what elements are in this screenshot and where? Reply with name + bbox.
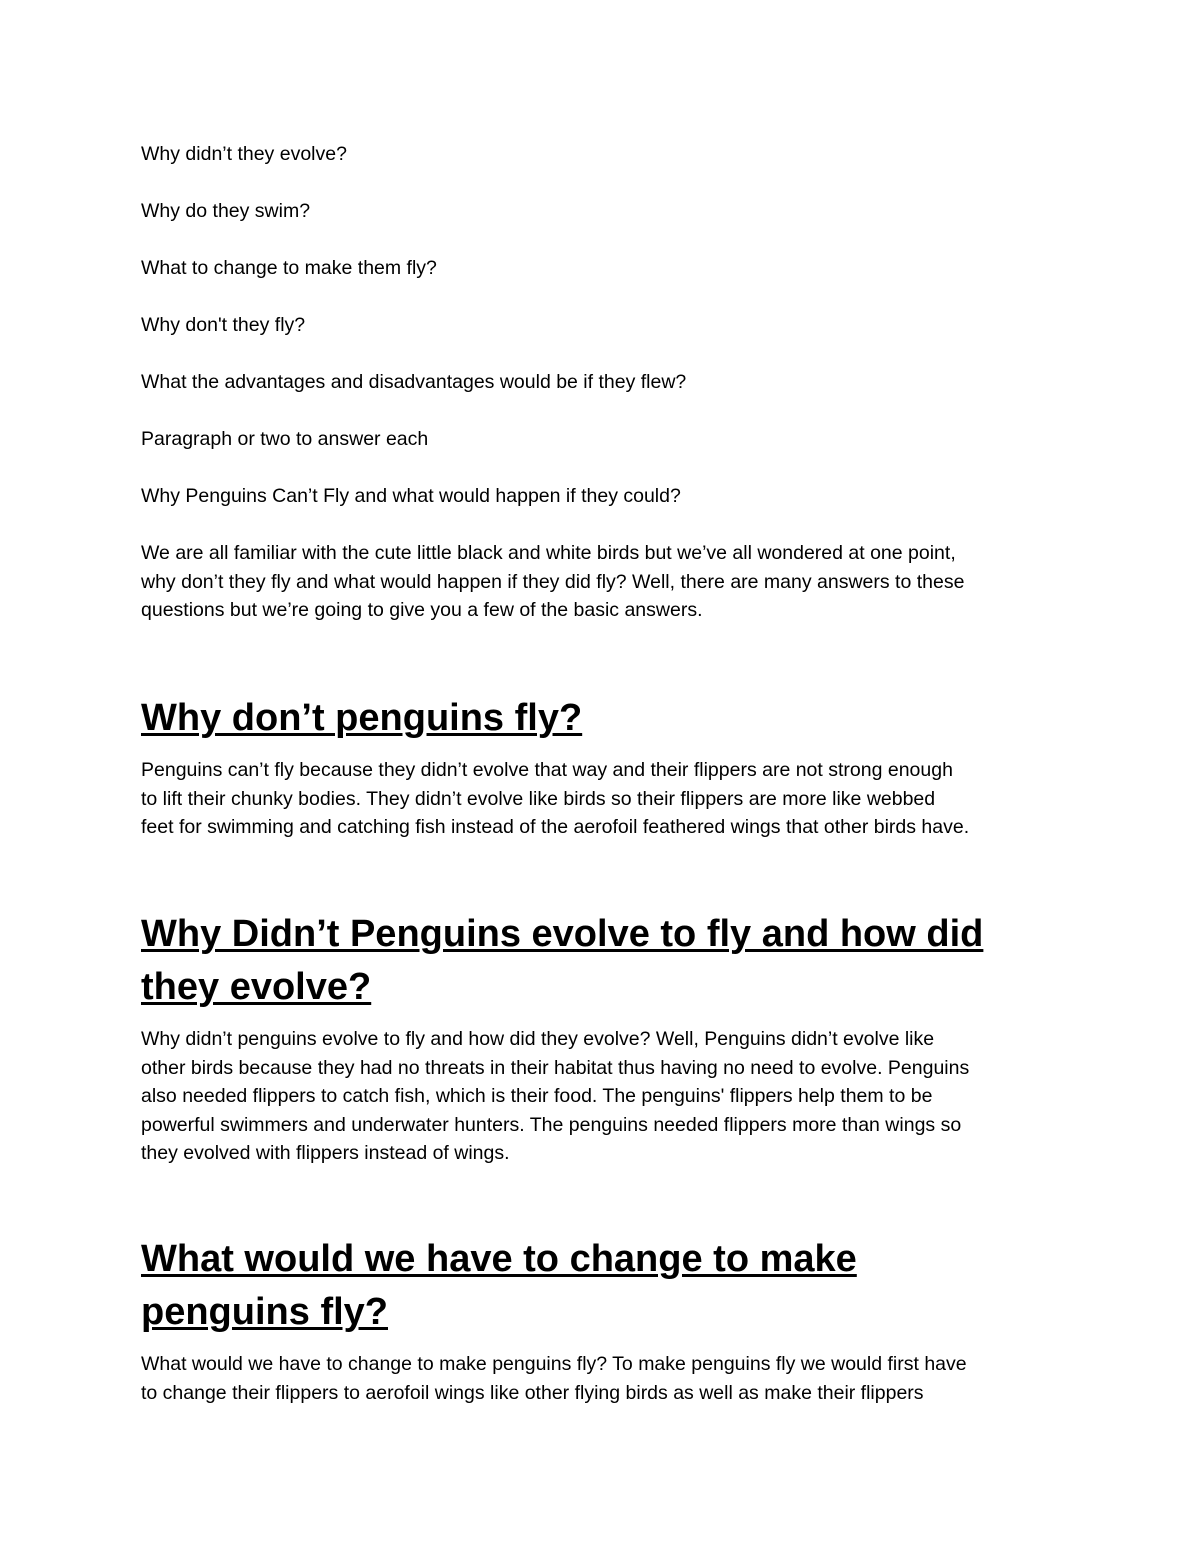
paragraph-line: also needed flippers to catch fish, which is their food. The penguins' flippers help them to be	[141, 1085, 933, 1107]
note-line: What the advantages and disadvantages would be if they flew?	[141, 371, 687, 393]
paragraph-line: questions but we’re going to give you a few of the basic answers.	[141, 599, 703, 621]
paragraph-line: why don’t they fly and what would happen if they did fly? Well, there are many answers to these	[141, 570, 965, 593]
paragraph-line: Penguins can’t fly because they didn’t evolve that way and their flippers are not strong enough	[141, 759, 953, 781]
paragraph-line: to change their flippers to aerofoil wings like other flying birds as well as make their flippers	[141, 1381, 924, 1404]
section-body-what-to-change	[141, 1350, 1066, 1407]
heading-line: What would we have to change to make	[141, 1238, 857, 1280]
paragraph-line: We are all familiar with the cute little black and white birds but we’ve all wondered at one point,	[141, 542, 956, 564]
intro-paragraph	[141, 539, 1066, 625]
heading-line: Why don’t penguins fly?	[141, 697, 583, 739]
note-line: What to change to make them fly?	[141, 257, 437, 279]
note-line: Why do they swim?	[141, 200, 311, 222]
paragraph-line: they evolved with flippers instead of wings.	[141, 1142, 510, 1164]
heading-line: penguins fly?	[141, 1291, 388, 1333]
paragraph-line: What would we have to change to make penguins fly? To make penguins fly we would first have	[141, 1353, 967, 1375]
paragraph-line: other birds because they had no threats in their habitat thus having no need to evolve. Penguins	[141, 1056, 970, 1079]
heading-line: they evolve?	[141, 966, 372, 1008]
note-line: Why don't they fly?	[141, 314, 306, 336]
document-title-line: Why Penguins Can’t Fly and what would happen if they could?	[141, 485, 681, 507]
section-heading-why-didnt-penguins-evolve	[141, 908, 983, 1014]
heading-line: Why Didn’t Penguins evolve to fly and how did	[141, 913, 984, 955]
paragraph-line: Why didn’t penguins evolve to fly and how did they evolve? Well, Penguins didn’t evolve like	[141, 1028, 935, 1050]
paragraph-line: to lift their chunky bodies. They didn’t evolve like birds so their flippers are more like webbed	[141, 787, 936, 810]
paragraph-line: powerful swimmers and underwater hunters. The penguins needed flippers more than wings so	[141, 1113, 962, 1136]
section-body-why-didnt-penguins-evolve	[141, 1025, 1066, 1168]
note-line: Paragraph or two to answer each	[141, 428, 429, 450]
paragraph-line: feet for swimming and catching fish instead of the aerofoil feathered wings that other birds have.	[141, 816, 970, 838]
section-heading-why-dont-penguins-fly	[141, 692, 582, 745]
note-line: Why didn’t they evolve?	[141, 143, 347, 165]
section-body-why-dont-penguins-fly	[141, 756, 1066, 842]
section-heading-what-to-change	[141, 1233, 857, 1339]
